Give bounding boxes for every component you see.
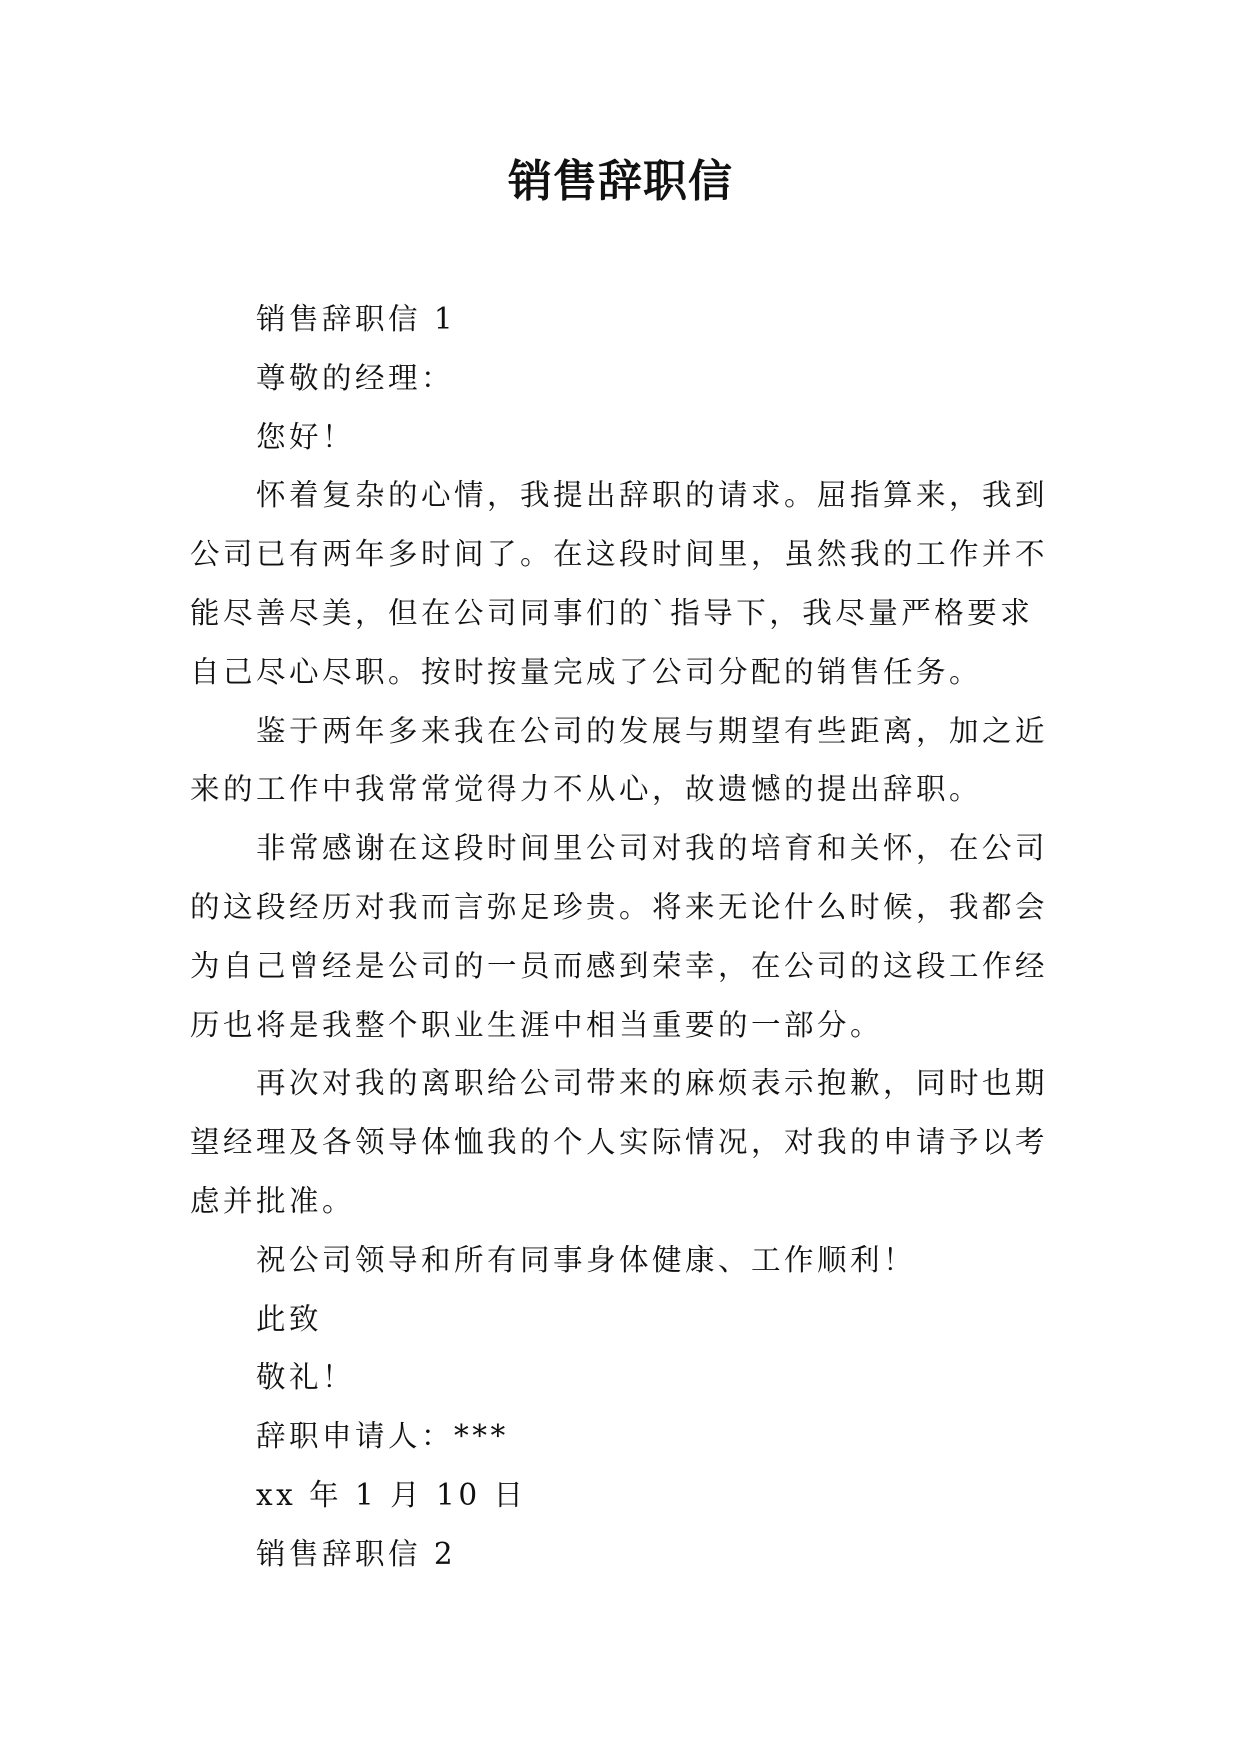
paragraph-line: 公司已有两年多时间了。在这段时间里，虽然我的工作并不 (190, 537, 1049, 572)
letter-body (190, 290, 1060, 1584)
paragraph-line: 望经理及各领导体恤我的个人实际情况，对我的申请予以考 (190, 1125, 1049, 1160)
section-heading-1: 销售辞职信 1 (256, 302, 457, 336)
paragraph-line: 的这段经历对我而言弥足珍贵。将来无论什么时候，我都会 (190, 889, 1049, 924)
closing-line-2: 敬礼！ (256, 1360, 356, 1395)
paragraph-line: 历也将是我整个职业生涯中相当重要的一部分。 (190, 1007, 884, 1042)
paragraph-line: 鉴于两年多来我在公司的发展与期望有些距离，加之近 (256, 713, 1049, 748)
paragraph-line: 非常感谢在这段时间里公司对我的培育和关怀，在公司 (256, 831, 1049, 866)
salutation: 尊敬的经理： (256, 360, 455, 395)
closing-line-1: 此致 (256, 1301, 323, 1336)
paragraph-line: 来的工作中我常常觉得力不从心，故遗憾的提出辞职。 (190, 772, 983, 807)
paragraph-line: 怀着复杂的心情，我提出辞职的请求。屈指算来，我到 (256, 478, 1049, 513)
paragraph-line: 为自己曾经是公司的一员而感到荣幸，在公司的这段工作经 (190, 948, 1049, 983)
document-title: 销售辞职信 (508, 156, 733, 207)
signature-line: 辞职申请人：*** (256, 1419, 509, 1454)
paragraph-line: 虑并批准。 (190, 1183, 356, 1218)
paragraph-line: 自己尽心尽职。按时按量完成了公司分配的销售任务。 (190, 654, 983, 689)
paragraph-line: 再次对我的离职给公司带来的麻烦表示抱歉，同时也期 (256, 1066, 1049, 1101)
wishes-line: 祝公司领导和所有同事身体健康、工作顺利！ (256, 1242, 917, 1277)
section-heading-2: 销售辞职信 2 (256, 1536, 457, 1571)
date-line: xx 年 1 月 10 日 (256, 1477, 527, 1512)
paragraph-line: 能尽善尽美，但在公司同事们的`指导下，我尽量严格要求 (190, 595, 1034, 630)
greeting: 您好！ (256, 419, 356, 454)
